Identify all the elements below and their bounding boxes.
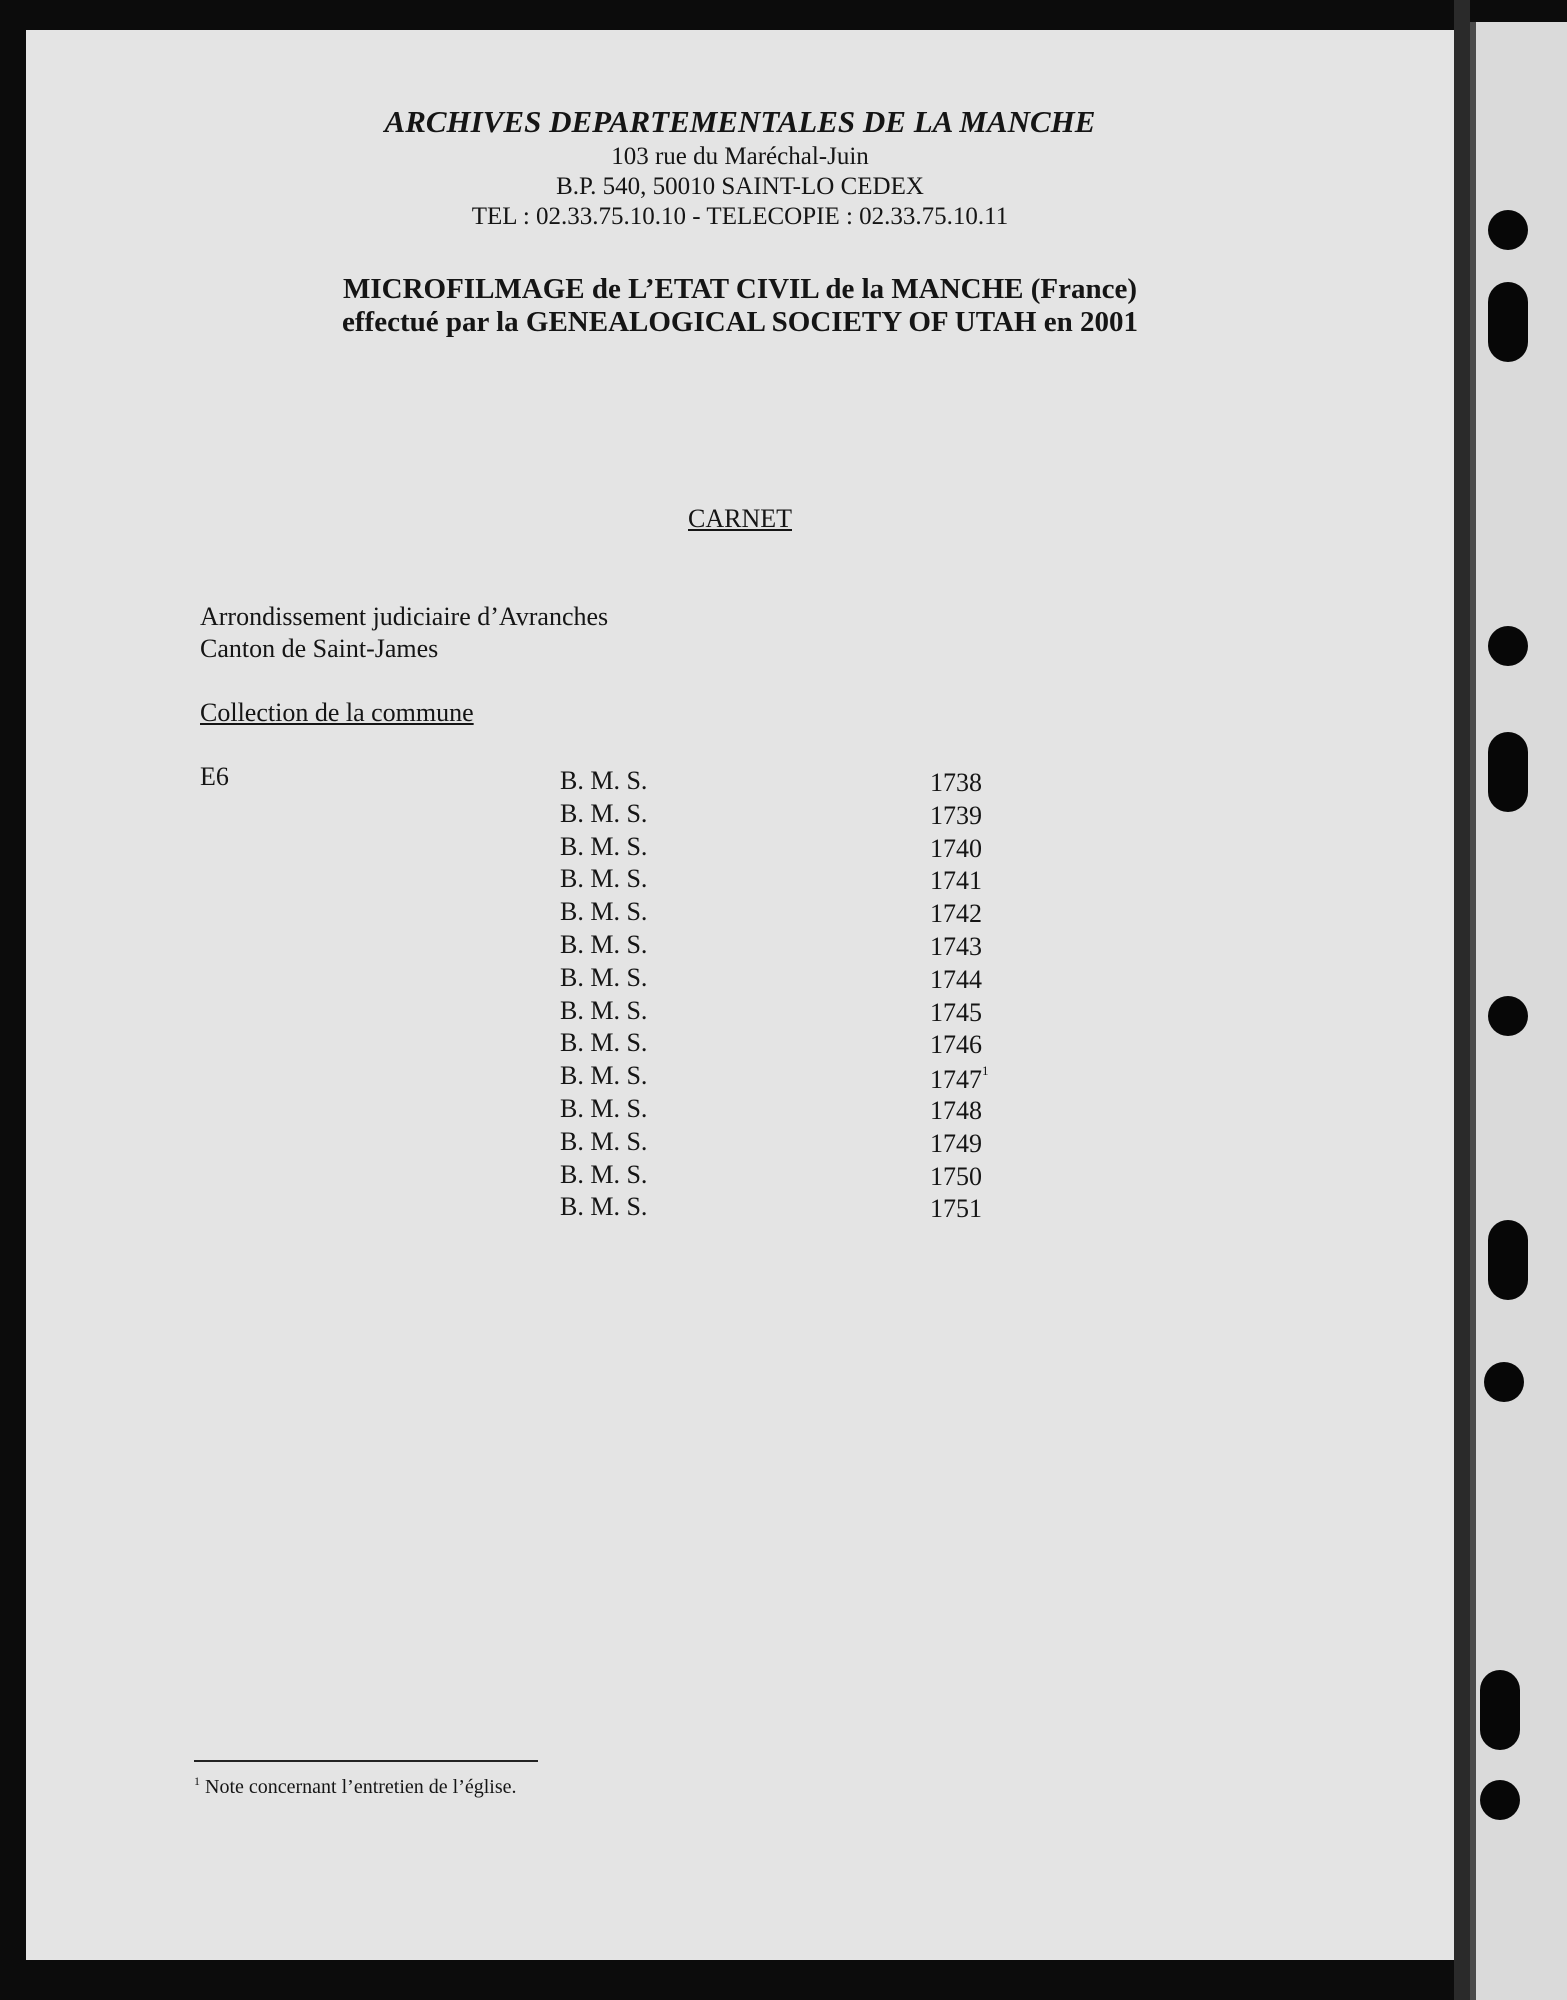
entry-type: B. M. S.	[560, 798, 648, 828]
binder-hole	[1480, 1780, 1520, 1820]
entry-year	[930, 899, 982, 929]
entry-type: B. M. S.	[560, 1126, 648, 1156]
entry-year-value: 1751	[930, 1194, 982, 1224]
entry-year-value: 1740	[930, 833, 982, 863]
entry-year	[930, 1096, 982, 1126]
document-page	[26, 30, 1454, 1960]
binder-hole	[1484, 1362, 1524, 1402]
entry-year	[930, 1030, 982, 1060]
canton: Canton de Saint-James	[200, 634, 439, 663]
register-cote: E6	[200, 762, 229, 791]
entry-year	[930, 768, 982, 798]
entry-type: B. M. S.	[560, 1192, 648, 1222]
collection-heading: Collection de la commune	[200, 698, 474, 727]
entry-year-value: 1742	[930, 899, 982, 929]
entry-type: B. M. S.	[560, 930, 648, 959]
entry-type: B. M. S.	[560, 766, 648, 795]
entry-year	[930, 965, 982, 995]
footnote-divider	[194, 1760, 538, 1762]
binder-hole	[1488, 996, 1528, 1036]
entry-type: B. M. S.	[560, 864, 648, 894]
entry-year-value: 1744	[930, 964, 982, 994]
binder-hole	[1488, 282, 1528, 362]
strip-edge	[1470, 22, 1476, 2000]
binder-hole	[1488, 732, 1528, 812]
entry-year	[930, 801, 982, 831]
entry-year-value: 1749	[930, 1128, 982, 1158]
entry-year-value: 1750	[930, 1161, 982, 1191]
binder-hole	[1488, 210, 1528, 250]
entry-year	[930, 866, 982, 896]
entry-year	[930, 1063, 989, 1095]
footnote-text: Note concernant l’entretien de l’église.	[205, 1776, 517, 1798]
entry-year-value: 1739	[930, 800, 982, 830]
binder-edge	[1454, 0, 1470, 2000]
entry-type: B. M. S.	[560, 962, 648, 992]
entry-year-value: 1738	[930, 768, 982, 797]
entry-year	[930, 932, 982, 962]
entry-year	[930, 1162, 982, 1192]
phone-line: TEL : 02.33.75.10.10 - TELECOPIE : 02.33.75.10.11	[471, 203, 1009, 230]
entry-type: B. M. S.	[560, 1028, 648, 1058]
entry-type: B. M. S.	[560, 995, 648, 1025]
entry-year	[930, 998, 982, 1028]
binder-hole	[1488, 1220, 1528, 1300]
entry-year-value: 1747	[930, 1065, 982, 1095]
entry-type: B. M. S.	[560, 1159, 648, 1189]
document-title-line-1: MICROFILMAGE de L’ETAT CIVIL de la MANCHE (France)	[342, 273, 1138, 305]
document-title-line-2: effectué par la GENEALOGICAL SOCIETY OF UTAH en 2001	[342, 306, 1138, 338]
address-line-2: B.P. 540, 50010 SAINT-LO CEDEX	[556, 173, 924, 200]
entry-year-value: 1748	[930, 1096, 982, 1125]
entry-type: B. M. S.	[560, 831, 648, 861]
entry-year-value: 1746	[930, 1030, 982, 1060]
entry-year-value: 1741	[930, 866, 982, 896]
entry-footnote-ref: 1	[982, 1063, 989, 1079]
arrondissement: Arrondissement judiciaire d’Avranches	[200, 602, 609, 631]
entry-type: B. M. S.	[560, 897, 648, 927]
archive-name: ARCHIVES DEPARTEMENTALES DE LA MANCHE	[384, 104, 1096, 139]
entry-year-value: 1743	[930, 932, 982, 961]
binder-hole	[1488, 626, 1528, 666]
binder-hole	[1480, 1670, 1520, 1750]
footnote	[194, 1774, 517, 1799]
entry-type: B. M. S.	[560, 1094, 648, 1123]
address-line-1: 103 rue du Maréchal-Juin	[611, 143, 869, 170]
footnote-marker: 1	[194, 1774, 200, 1788]
entry-year-value: 1745	[930, 997, 982, 1027]
entry-type: B. M. S.	[560, 1061, 648, 1091]
entry-year	[930, 834, 982, 864]
entry-year	[930, 1129, 982, 1159]
section-heading: CARNET	[688, 504, 792, 533]
entry-year	[930, 1194, 982, 1224]
